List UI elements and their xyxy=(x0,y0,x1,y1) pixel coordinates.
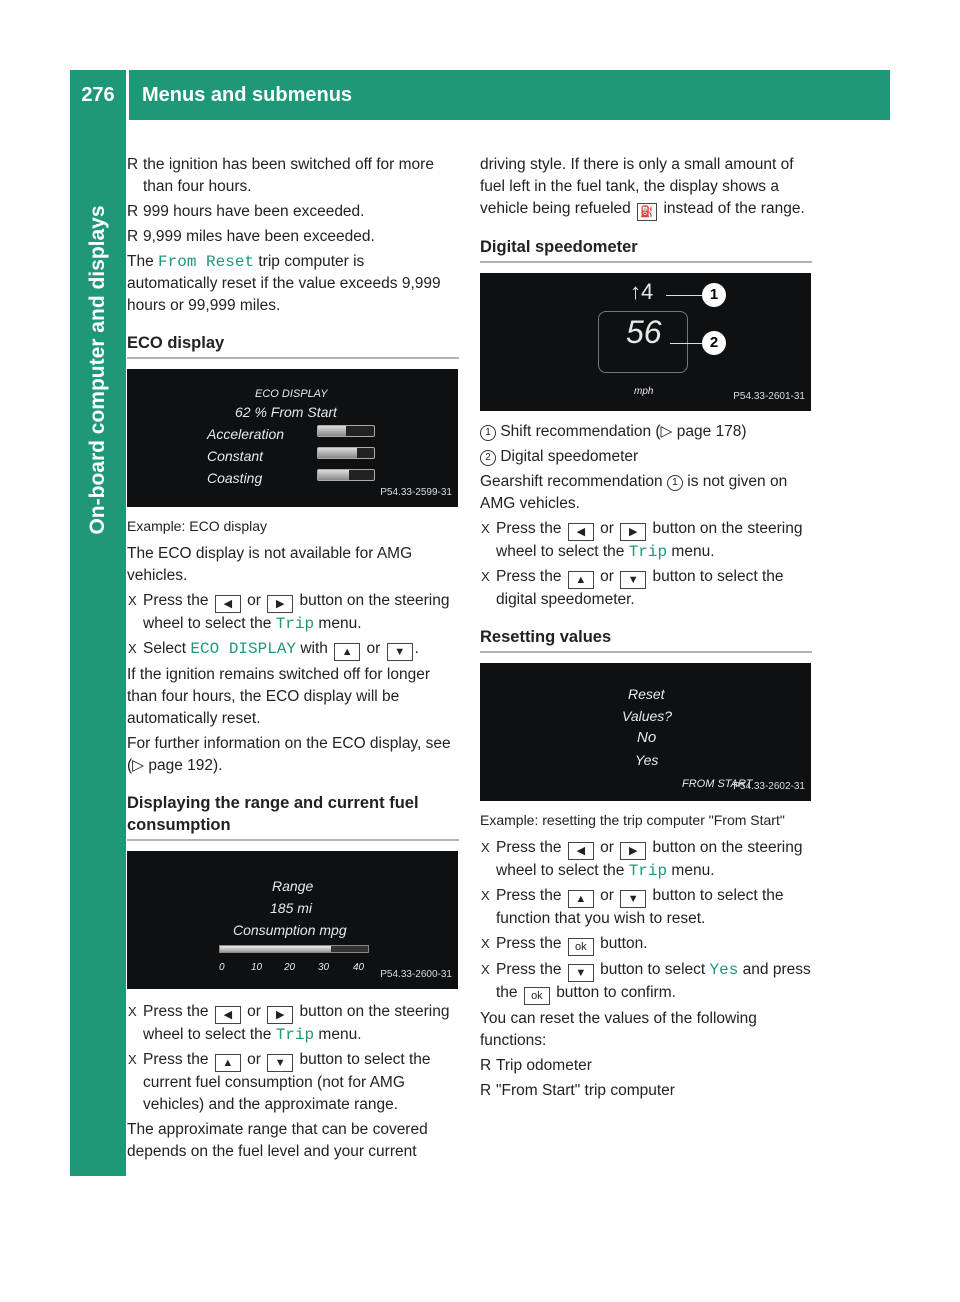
instruction-step: X Press the ◀ or ▶ button on the steering wheel to select the Trip menu. xyxy=(128,1003,450,1044)
tick-label: 0 xyxy=(219,962,225,973)
consumption-bar xyxy=(219,945,369,953)
list-item: R Trip odometer xyxy=(480,1057,592,1074)
legend-item: 1 Shift recommendation (▷ page 178) xyxy=(480,421,812,443)
chapter-tab xyxy=(70,1132,126,1176)
speed-unit: mph xyxy=(634,386,654,397)
from-reset-term: From Reset xyxy=(158,253,255,271)
page-title: Menus and submenus xyxy=(142,84,353,106)
callout-line xyxy=(666,295,702,296)
down-arrow-key-icon: ▼ xyxy=(267,1054,293,1072)
image-reference: P54.33-2599-31 xyxy=(380,487,452,498)
eco-paragraph: For further information on the ECO display, see (▷ page 192). xyxy=(127,735,451,774)
instruction-step: X Press the ▲ or ▼ button to select the function that you wish to reset. xyxy=(481,887,784,927)
image-reference: P54.33-2601-31 xyxy=(733,391,805,402)
right-arrow-key-icon: ▶ xyxy=(620,523,646,541)
reset-option-yes: Yes xyxy=(635,752,659,768)
callout-1: 1 xyxy=(702,283,726,307)
left-column xyxy=(127,154,459,1166)
instruction-step: X Press the ▲ or ▼ button to select the current fuel consumption (not for AMG vehicles) and the approximate range. xyxy=(128,1051,431,1113)
reset-screen-footer: FROM START xyxy=(682,778,753,790)
consumption-bar-fill xyxy=(220,946,331,952)
list-item: R 999 hours have been exceeded. xyxy=(127,203,365,220)
instruction-step: X Press the ◀ or ▶ button on the steering wheel to select the Trip menu. xyxy=(128,592,450,633)
eco-row-label: Coasting xyxy=(207,470,263,486)
image-reference: P54.33-2600-31 xyxy=(380,969,452,980)
right-arrow-key-icon: ▶ xyxy=(620,842,646,860)
header-divider xyxy=(126,70,129,120)
tick-label: 40 xyxy=(353,962,365,973)
eco-gauge xyxy=(317,447,375,459)
image-reference: P54.33-2602-31 xyxy=(733,781,805,792)
right-arrow-key-icon: ▶ xyxy=(267,1006,293,1024)
right-arrow-key-icon: ▶ xyxy=(267,595,293,613)
down-arrow-key-icon: ▼ xyxy=(620,571,646,589)
up-arrow-key-icon: ▲ xyxy=(334,643,360,661)
legend-item: 2 Digital speedometer xyxy=(480,446,812,468)
range-paragraph: The approximate range that can be covered depends on the fuel level and your current xyxy=(127,1121,428,1160)
callout-2: 2 xyxy=(702,331,726,355)
eco-display-screen xyxy=(127,369,458,507)
eco-gauge-fill xyxy=(318,426,346,436)
eco-paragraph: If the ignition remains switched off for longer than four hours, the ECO display will be automatically reset. xyxy=(127,666,430,727)
ok-key-icon: ok xyxy=(568,938,594,956)
left-arrow-key-icon: ◀ xyxy=(568,523,594,541)
instruction-step: X Press the ▼ button to select Yes and press the ok button to confirm. xyxy=(480,959,812,1005)
range-screen-value: 185 mi xyxy=(270,900,313,916)
instruction-step: X Press the ◀ or ▶ button on the steering wheel to select the Trip menu. xyxy=(481,839,803,880)
eco-gauge xyxy=(317,425,375,437)
eco-note: The ECO display is not available for AMG vehicles. xyxy=(127,545,413,584)
speed-value: 56 xyxy=(626,314,662,350)
reset-screen-line: Values? xyxy=(622,708,673,724)
right-column xyxy=(480,154,812,1105)
eco-gauge-fill xyxy=(318,448,357,458)
list-item: R 9,999 miles have been exceeded. xyxy=(127,228,375,245)
tick-label: 30 xyxy=(318,962,330,973)
instruction-step: X Press the ◀ or ▶ button on the steering wheel to select the Trip menu. xyxy=(481,520,803,561)
down-arrow-key-icon: ▼ xyxy=(568,964,594,982)
speedometer-screen xyxy=(480,273,811,411)
instruction-step: X Select ECO DISPLAY with ▲ or ▼ . xyxy=(127,638,459,661)
eco-gauge xyxy=(317,469,375,481)
eco-row-label: Acceleration xyxy=(207,426,285,442)
reset-paragraph: You can reset the values of the following functions: xyxy=(480,1010,757,1049)
range-display-screen xyxy=(127,851,458,989)
reset-option-no: No xyxy=(637,729,657,746)
eco-heading: ECO display xyxy=(127,332,459,359)
gear-indicator: ↑4 xyxy=(630,279,654,304)
reset-caption: Example: resetting the trip computer "From Start" xyxy=(480,812,785,828)
eco-gauge-fill xyxy=(318,470,349,480)
left-arrow-key-icon: ◀ xyxy=(568,842,594,860)
up-arrow-key-icon: ▲ xyxy=(215,1054,241,1072)
range-screen-line: Consumption mpg xyxy=(233,922,347,938)
ok-key-icon: ok xyxy=(524,987,550,1005)
chapter-label: On-board computer and displays xyxy=(86,205,109,535)
eco-screen-title: ECO DISPLAY xyxy=(255,388,328,400)
range-heading: Displaying the range and current fuel consumption xyxy=(127,792,459,841)
eco-screen-subtitle: 62 % From Start xyxy=(235,404,337,420)
left-arrow-key-icon: ◀ xyxy=(215,1006,241,1024)
list-item: R "From Start" trip computer xyxy=(480,1082,675,1099)
reset-screen xyxy=(480,663,811,801)
left-arrow-key-icon: ◀ xyxy=(215,595,241,613)
instruction-step: X Press the ok button. xyxy=(480,933,812,956)
down-arrow-key-icon: ▼ xyxy=(387,643,413,661)
list-item: R the ignition has been switched off for more than four hours. xyxy=(127,156,434,195)
refuel-icon: ⛽ xyxy=(637,203,657,221)
reset-screen-line: Reset xyxy=(628,686,665,702)
instruction-step: X Press the ▲ or ▼ button to select the digital speedometer. xyxy=(481,568,784,608)
speedo-heading: Digital speedometer xyxy=(480,236,812,263)
from-reset-paragraph: The From Reset trip computer is automatically reset if the value exceeds 9,999 hours or 99,999 miles. xyxy=(127,253,441,314)
gearshift-note: Gearshift recommendation 1 is not given on AMG vehicles. xyxy=(480,473,788,512)
page-number: 276 xyxy=(81,84,115,106)
eco-row-label: Constant xyxy=(207,448,264,464)
tick-label: 10 xyxy=(251,962,263,973)
up-arrow-key-icon: ▲ xyxy=(568,571,594,589)
range-screen-line: Range xyxy=(272,878,314,894)
tick-label: 20 xyxy=(284,962,296,973)
range-continued-paragraph: driving style. If there is only a small amount of fuel left in the fuel tank, the display shows a vehicle being refueled ⛽ instead of the range. xyxy=(480,154,812,221)
down-arrow-key-icon: ▼ xyxy=(620,890,646,908)
reset-heading: Resetting values xyxy=(480,626,812,653)
callout-line xyxy=(670,343,702,344)
eco-caption: Example: ECO display xyxy=(127,518,268,534)
up-arrow-key-icon: ▲ xyxy=(568,890,594,908)
